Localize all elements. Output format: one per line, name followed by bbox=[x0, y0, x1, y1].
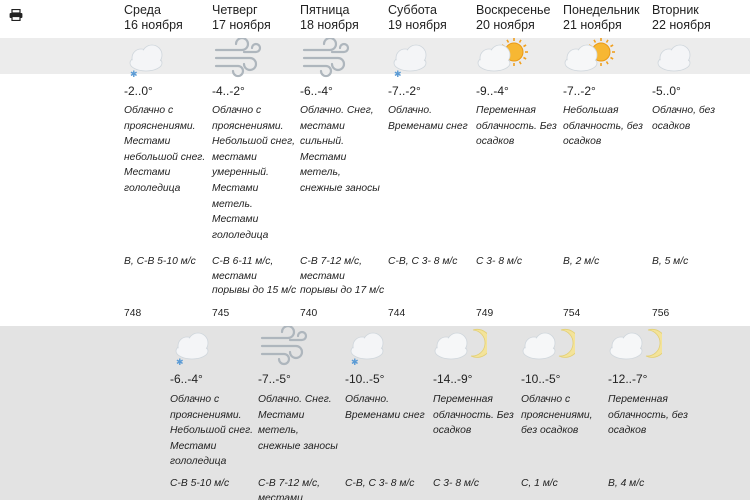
pressure-value: 740 bbox=[300, 308, 318, 319]
weekday-label: Понедельник bbox=[563, 3, 640, 17]
wind-line: порывы до 15 м/с bbox=[212, 285, 297, 297]
column-header bbox=[476, 3, 550, 33]
description-line: Облачно с bbox=[170, 394, 220, 405]
temperature-value: -6..-4° bbox=[300, 84, 333, 98]
day-label-row bbox=[0, 38, 750, 74]
description-line: прояснениями. bbox=[124, 120, 196, 132]
pressure-value: 756 bbox=[652, 308, 670, 319]
weather-description bbox=[652, 103, 742, 134]
weather-description bbox=[521, 392, 611, 439]
description-line: Облачно с bbox=[212, 105, 262, 116]
column-header bbox=[300, 3, 359, 33]
svg-text:✱: ✱ bbox=[394, 70, 402, 78]
description-line: Временами снег bbox=[388, 120, 468, 132]
description-line: прояснениями, bbox=[521, 409, 593, 421]
column-header bbox=[388, 3, 447, 33]
wind-value bbox=[258, 477, 348, 500]
wind-value bbox=[345, 477, 435, 492]
description-line: Облачно с bbox=[521, 394, 571, 405]
description-line: без осадков bbox=[521, 425, 579, 437]
description-line: осадков bbox=[608, 425, 647, 437]
pressure-value: 754 bbox=[563, 308, 581, 319]
description-line: Местами bbox=[170, 440, 217, 452]
moon-cloud-icon bbox=[608, 326, 662, 366]
description-line: умеренный. bbox=[212, 167, 269, 179]
date-label: 20 ноября bbox=[476, 18, 535, 32]
printer-icon[interactable] bbox=[9, 9, 23, 21]
description-line: местами bbox=[300, 120, 345, 132]
description-line: Облачно. Снег. bbox=[258, 394, 332, 405]
wind-value bbox=[652, 255, 742, 270]
cloud-snow-icon bbox=[388, 38, 442, 78]
weather-description bbox=[258, 392, 348, 454]
wind-line: В, 4 м/с bbox=[608, 478, 645, 489]
description-line: гололедица bbox=[170, 456, 227, 468]
temperature-value: -14..-9° bbox=[433, 372, 473, 386]
wind-icon bbox=[300, 38, 354, 78]
description-line: осадков bbox=[433, 425, 472, 437]
description-line: облачность. Без bbox=[433, 409, 514, 421]
weekday-label: Воскресенье bbox=[476, 3, 551, 17]
description-line: осадков bbox=[476, 136, 515, 148]
description-line: облачность, без bbox=[608, 409, 688, 421]
date-label: 16 ноября bbox=[124, 18, 183, 32]
description-line: гололедица bbox=[212, 229, 269, 241]
wind-line: В, 5 м/с bbox=[652, 256, 689, 267]
temperature-value: -7..-5° bbox=[258, 372, 291, 386]
wind-line: местами bbox=[212, 270, 257, 282]
weekday-label: Среда bbox=[124, 3, 161, 17]
description-line: Местами bbox=[212, 214, 259, 226]
temperature-value: -12..-7° bbox=[608, 372, 648, 386]
wind-line: В, С-В 5-10 м/с bbox=[124, 256, 196, 267]
wind-icon bbox=[258, 326, 312, 366]
column-header bbox=[212, 3, 271, 33]
weather-description bbox=[388, 103, 478, 134]
wind-line: С, 1 м/с bbox=[521, 478, 558, 489]
description-line: Облачно с bbox=[124, 105, 174, 116]
column-header bbox=[124, 3, 183, 33]
description-line: метель. bbox=[212, 198, 253, 210]
wind-icon bbox=[212, 38, 266, 78]
wind-line: С 3- 8 м/с bbox=[476, 256, 522, 267]
date-label: 19 ноября bbox=[388, 18, 447, 32]
wind-line: С 3- 8 м/с bbox=[433, 478, 479, 489]
wind-line: В, 2 м/с bbox=[563, 256, 600, 267]
description-line: гололедица bbox=[124, 182, 181, 194]
description-line: небольшой снег. bbox=[124, 151, 206, 163]
wind-line: местами bbox=[300, 270, 345, 282]
svg-text:✱: ✱ bbox=[351, 358, 359, 366]
moon-cloud-icon bbox=[433, 326, 487, 366]
date-label: 21 ноября bbox=[563, 18, 622, 32]
cloud-snow-icon bbox=[345, 326, 399, 366]
wind-line: С-В 5-10 м/с bbox=[170, 478, 230, 489]
forecast-header bbox=[0, 0, 750, 38]
weather-description bbox=[212, 103, 302, 243]
description-line: Облачно, без bbox=[652, 105, 716, 116]
wind-value bbox=[476, 255, 566, 270]
pressure-value: 748 bbox=[124, 308, 142, 319]
weather-description bbox=[608, 392, 698, 439]
wind-line: С-В, С 3- 8 м/с bbox=[388, 256, 458, 267]
sun-cloud-icon bbox=[476, 38, 530, 78]
description-line: Временами снег bbox=[345, 409, 425, 421]
description-line: Местами bbox=[258, 409, 305, 421]
description-line: прояснениями. bbox=[170, 409, 242, 421]
description-line: снежные заносы bbox=[300, 182, 380, 194]
wind-value bbox=[563, 255, 653, 270]
description-line: метель, bbox=[300, 167, 341, 179]
svg-text:✱: ✱ bbox=[130, 70, 138, 78]
column-header bbox=[563, 3, 640, 33]
description-line: осадков bbox=[652, 120, 691, 132]
description-line: прояснениями. bbox=[212, 120, 284, 132]
column-header bbox=[652, 3, 711, 33]
temperature-value: -9..-4° bbox=[476, 84, 509, 98]
description-line: Облачно. bbox=[388, 105, 433, 116]
description-line: метель, bbox=[258, 425, 299, 437]
description-line: Местами bbox=[124, 136, 171, 148]
wind-line: порывы до 17 м/с bbox=[300, 285, 385, 297]
temperature-value: -10..-5° bbox=[345, 372, 385, 386]
wind-value bbox=[300, 255, 390, 299]
cloud-icon bbox=[652, 38, 706, 78]
date-label: 17 ноября bbox=[212, 18, 271, 32]
description-line: Переменная bbox=[476, 105, 536, 116]
description-line: снежные заносы bbox=[258, 440, 338, 452]
cloud-snow-icon bbox=[124, 38, 178, 78]
description-line: Переменная bbox=[433, 394, 493, 405]
wind-value bbox=[388, 255, 478, 270]
moon-cloud-icon bbox=[521, 326, 575, 366]
temperature-value: -7..-2° bbox=[563, 84, 596, 98]
wind-value bbox=[212, 255, 302, 299]
temperature-value: -6..-4° bbox=[170, 372, 203, 386]
temperature-value: -10..-5° bbox=[521, 372, 561, 386]
temperature-value: -7..-2° bbox=[388, 84, 421, 98]
wind-line: С-В 7-12 м/с, bbox=[300, 256, 362, 267]
cloud-snow-icon bbox=[170, 326, 224, 366]
description-line: местами bbox=[212, 151, 257, 163]
weather-description bbox=[433, 392, 523, 439]
weekday-label: Пятница bbox=[300, 3, 350, 17]
description-line: Местами bbox=[124, 167, 171, 179]
description-line: Небольшой снег, bbox=[212, 136, 296, 148]
wind-value bbox=[124, 255, 214, 270]
temperature-value: -2..0° bbox=[124, 84, 153, 98]
description-line: Переменная bbox=[608, 394, 668, 405]
wind-line: местами bbox=[258, 492, 303, 500]
weather-description bbox=[563, 103, 653, 150]
description-line: облачность. Без bbox=[476, 120, 557, 132]
description-line: Небольшой снег. bbox=[170, 425, 254, 437]
wind-value bbox=[433, 477, 523, 492]
temperature-value: -5..0° bbox=[652, 84, 681, 98]
temperature-value: -4..-2° bbox=[212, 84, 245, 98]
weather-description bbox=[476, 103, 566, 150]
svg-text:✱: ✱ bbox=[176, 358, 184, 366]
weekday-label: Вторник bbox=[652, 3, 699, 17]
pressure-value: 744 bbox=[388, 308, 406, 319]
wind-value bbox=[521, 477, 611, 492]
description-line: Облачно. bbox=[345, 394, 390, 405]
wind-line: С-В 7-12 м/с, bbox=[258, 478, 320, 489]
day-section bbox=[0, 38, 750, 326]
wind-line: С-В, С 3- 8 м/с bbox=[345, 478, 415, 489]
weather-description bbox=[345, 392, 435, 423]
description-line: облачность, без bbox=[563, 120, 643, 132]
weekday-label: Суббота bbox=[388, 3, 437, 17]
pressure-value: 749 bbox=[476, 308, 494, 319]
weather-description bbox=[170, 392, 260, 470]
description-line: Местами bbox=[212, 182, 259, 194]
wind-value bbox=[608, 477, 698, 492]
weather-description bbox=[300, 103, 390, 197]
description-line: Небольшая bbox=[563, 105, 619, 116]
night-section bbox=[0, 326, 750, 500]
weekday-label: Четверг bbox=[212, 3, 258, 17]
description-line: сильный. bbox=[300, 136, 344, 148]
description-line: осадков bbox=[563, 136, 602, 148]
date-label: 18 ноября bbox=[300, 18, 359, 32]
date-label: 22 ноября bbox=[652, 18, 711, 32]
description-line: Местами bbox=[300, 151, 347, 163]
sun-cloud-icon bbox=[563, 38, 617, 78]
wind-value bbox=[170, 477, 260, 492]
wind-line: С-В 6-11 м/с, bbox=[212, 256, 274, 267]
pressure-value: 745 bbox=[212, 308, 230, 319]
weather-description bbox=[124, 103, 214, 197]
description-line: Облачно. Снег, bbox=[300, 105, 374, 116]
